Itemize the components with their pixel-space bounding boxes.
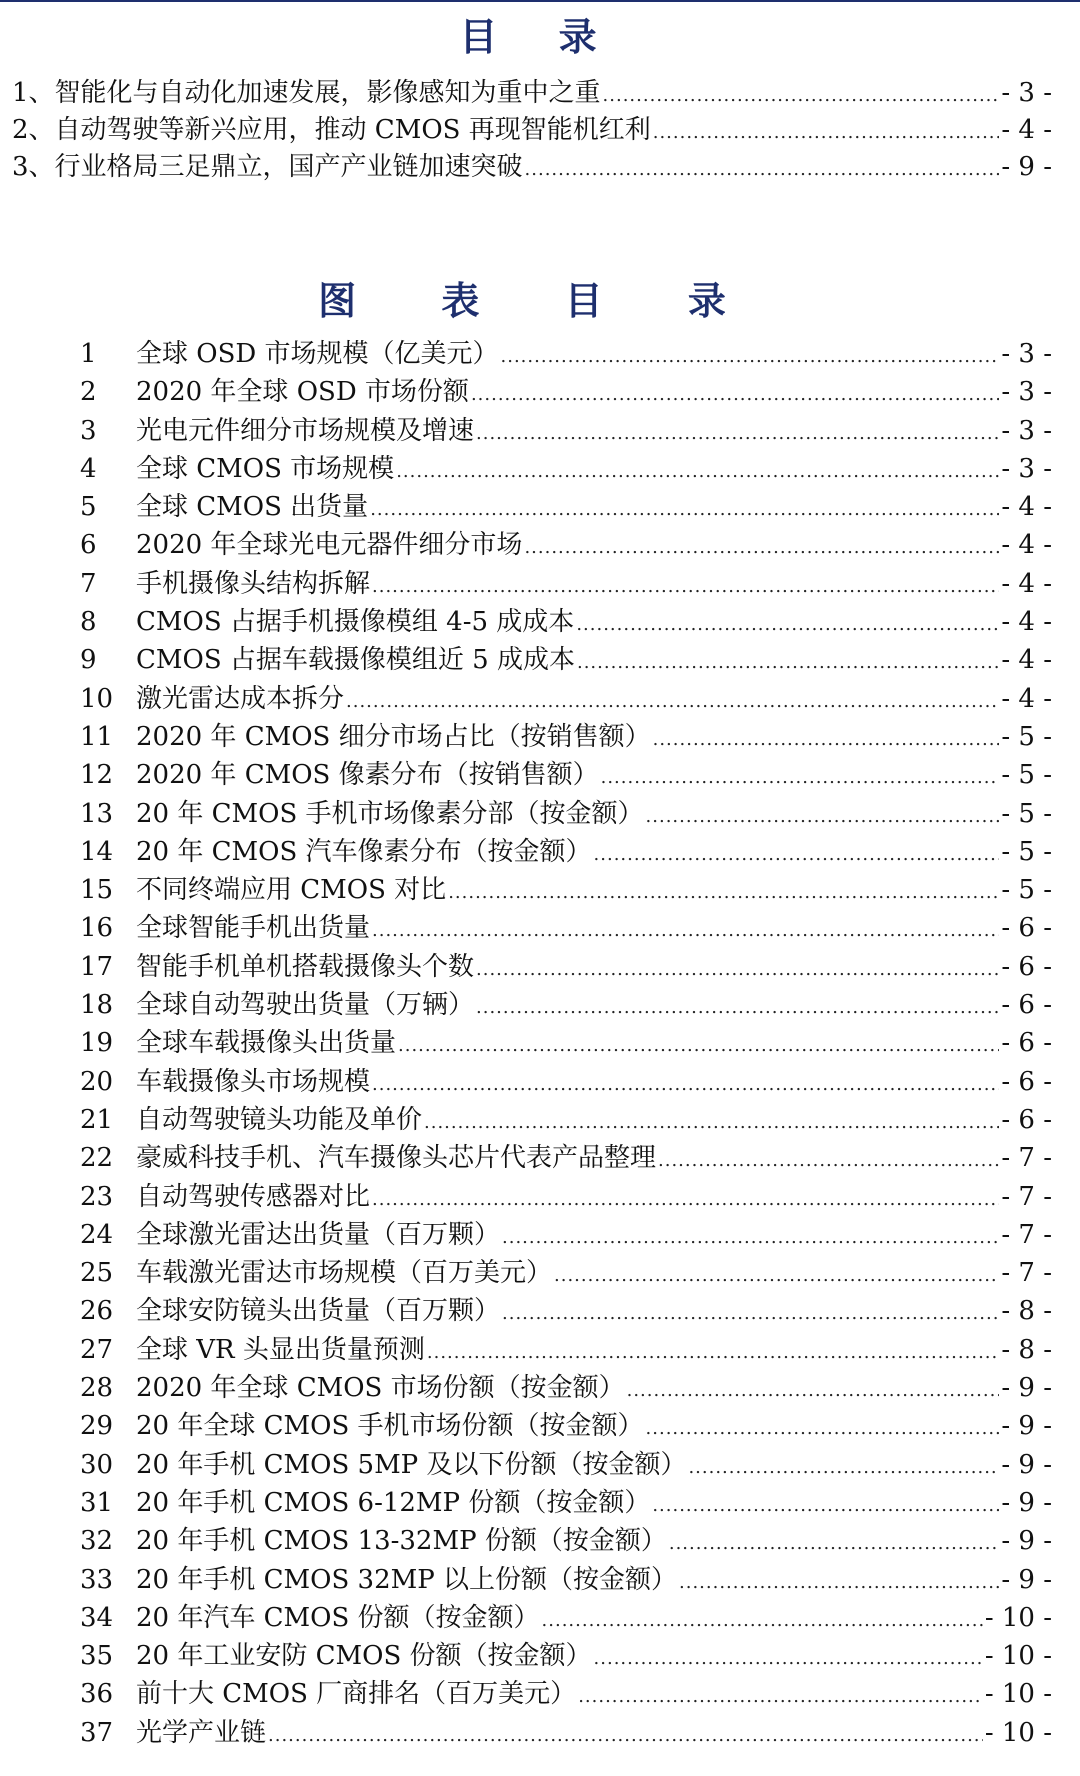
figure-entry-number: 18 [80,990,114,1021]
figure-entry-page: - 5 - [1001,760,1052,791]
figure-entry-title: 2020 年全球光电元器件细分市场 [136,530,523,561]
figure-entry-title: 全球 VR 头显出货量预测 [136,1334,425,1365]
figure-entry[interactable] [80,678,1052,716]
figure-entry-page: - 6 - [1001,1066,1052,1097]
figure-entry[interactable] [80,793,1052,831]
figure-entry-title: 不同终端应用 CMOS 对比 [136,875,447,906]
dot-leader [669,1533,999,1554]
figure-entry-page: - 7 - [1001,1258,1052,1289]
figure-entry-page: - 3 - [1001,415,1052,446]
figure-entry-number: 11 [80,721,114,752]
figure-entry[interactable] [80,946,1052,984]
figure-entry-page: - 3 - [1001,453,1052,484]
dot-leader [652,1495,999,1516]
figure-entry-number: 22 [80,1143,114,1174]
figure-entry-page: - 10 - [984,1602,1052,1633]
dot-leader [471,384,999,405]
figure-entry-title: 车载摄像头市场规模 [136,1066,371,1097]
figure-entry-number: 28 [80,1373,114,1404]
dot-leader [268,1725,983,1746]
figure-entry-number: 23 [80,1181,114,1212]
figure-entry-page: - 6 - [1001,990,1052,1021]
figure-entry-page: - 7 - [1001,1143,1052,1174]
figure-entry[interactable] [80,563,1052,601]
figure-entry[interactable] [80,333,1052,371]
toc-entry-page: - 9 - [1001,152,1052,182]
figure-entry-number: 5 [80,492,97,523]
dot-leader [370,499,999,520]
toc-entry-page: - 3 - [1001,78,1052,108]
figure-entry-title: 20 年手机 CMOS 5MP 及以下份额（按金额） [136,1449,687,1480]
figure-entry-number: 20 [80,1066,114,1097]
figure-entry-title: 光电元件细分市场规模及增速 [136,415,475,446]
figure-entry-page: - 8 - [1001,1296,1052,1327]
figure-entry[interactable] [80,1712,1052,1750]
figure-entry-page: - 6 - [1001,1104,1052,1135]
figure-index-heading: 图 表 目 录 [318,278,762,323]
dot-leader [601,767,1000,788]
dot-leader [594,1648,983,1669]
figure-entry-title: 20 年手机 CMOS 32MP 以上份额（按金额） [136,1564,677,1595]
figure-entry-page: - 4 - [1001,607,1052,638]
figure-entry-page: - 3 - [1001,377,1052,408]
toc-entry-label: 3、行业格局三足鼎立，国产产业链加速突破 [12,152,523,182]
top-rule [0,0,1080,2]
figure-entry-page: - 4 - [1001,683,1052,714]
figure-entry-number: 8 [80,607,97,638]
dot-leader [542,1610,983,1631]
figure-entry[interactable] [80,448,1052,486]
dot-leader [524,537,999,558]
toc-entry-page: - 4 - [1001,115,1052,145]
figure-entry-page: - 3 - [1001,339,1052,369]
figure-entry-number: 19 [80,1028,114,1059]
figure-entry-title: 自动驾驶镜头功能及单价 [136,1104,423,1135]
figure-entry-page: - 6 - [1001,951,1052,982]
dot-leader [679,1572,999,1593]
dot-leader [594,844,1000,865]
figure-entry[interactable] [80,1597,1052,1635]
dot-leader [627,1380,1000,1401]
figure-entry-number: 25 [80,1258,114,1289]
figure-entry-number: 15 [80,875,114,906]
figure-entry-number: 30 [80,1449,114,1480]
dot-leader [476,423,999,444]
dot-leader [427,1342,999,1363]
dot-leader [346,691,999,712]
figure-entry-number: 21 [80,1104,114,1135]
figure-entry[interactable] [80,1176,1052,1214]
figure-entry[interactable] [80,831,1052,869]
figure-entry[interactable] [80,1252,1052,1290]
figure-entry[interactable] [80,1673,1052,1711]
figure-entry-title: 全球智能手机出货量 [136,913,371,944]
figure-entry-number: 35 [80,1641,114,1672]
dot-leader [688,1457,999,1478]
dot-leader [658,1150,999,1171]
figure-entry-title: CMOS 占据车载摄像模组近 5 成成本 [136,645,575,676]
figure-entry[interactable] [80,1214,1052,1252]
toc-entry[interactable] [12,72,1052,109]
dot-leader [525,159,1000,180]
dot-leader [372,576,999,597]
figure-entry-number: 31 [80,1487,114,1518]
figure-entry[interactable] [80,1405,1052,1443]
figure-entry[interactable] [80,1099,1052,1137]
figure-entry-number: 26 [80,1296,114,1327]
figure-entry-title: 前十大 CMOS 厂商排名（百万美元） [136,1679,577,1710]
figure-entry-number: 1 [80,339,97,369]
figure-entry-number: 36 [80,1679,114,1710]
figure-entry-title: 20 年工业安防 CMOS 份额（按金额） [136,1641,592,1672]
figure-entry-number: 27 [80,1334,114,1365]
figure-entry-page: - 6 - [1001,1028,1052,1059]
dot-leader [372,920,999,941]
figure-entry-number: 10 [80,683,114,714]
figure-entry-title: 2020 年 CMOS 像素分布（按销售额） [136,760,599,791]
figure-entry[interactable] [80,869,1052,907]
figure-entry[interactable] [80,486,1052,524]
figure-entry-number: 24 [80,1219,114,1250]
figure-entry-title: 20 年手机 CMOS 13-32MP 份额（按金额） [136,1526,667,1557]
dot-leader [476,997,999,1018]
figure-entry-title: 全球激光雷达出货量（百万颗） [136,1219,501,1250]
figure-entry-number: 34 [80,1602,114,1633]
figure-entry-page: - 9 - [1001,1373,1052,1404]
figure-entry[interactable] [80,1061,1052,1099]
figure-entry-title: 全球安防镜头出货量（百万颗） [136,1296,501,1327]
figure-entry-number: 4 [80,453,97,484]
figure-entry[interactable] [80,716,1052,754]
figure-entry-page: - 9 - [1001,1411,1052,1442]
figure-entry[interactable] [80,1367,1052,1405]
figure-entry[interactable] [80,1290,1052,1328]
figure-entry[interactable] [80,410,1052,448]
figure-entry-number: 9 [80,645,97,676]
figure-entry-number: 29 [80,1411,114,1442]
figure-entry-title: 激光雷达成本拆分 [136,683,345,714]
figure-entry[interactable] [80,524,1052,562]
figure-entry-number: 12 [80,760,114,791]
dot-leader [372,1074,999,1095]
dot-leader [476,959,999,980]
dot-leader [502,1227,999,1248]
figure-entry[interactable] [80,1329,1052,1367]
figure-entry-number: 6 [80,530,97,561]
dot-leader [501,346,1000,367]
figure-entry-number: 3 [80,415,97,446]
figure-entry[interactable] [80,1444,1052,1482]
figure-entry-page: - 4 - [1001,568,1052,599]
toc-entry[interactable] [12,109,1052,146]
figure-entry-page: - 6 - [1001,913,1052,944]
figure-index-list [80,333,1052,1750]
figure-entry-title: 20 年汽车 CMOS 份额（按金额） [136,1602,540,1633]
toc-heading: 目 录 [459,14,621,59]
toc-entry-label: 2、自动驾驶等新兴应用，推动 CMOS 再现智能机红利 [12,115,651,145]
figure-entry-page: - 4 - [1001,492,1052,523]
figure-entry-page: - 5 - [1001,836,1052,867]
figure-entry-number: 7 [80,568,97,599]
toc-entry[interactable] [12,146,1052,183]
dot-leader [502,1303,999,1324]
dot-leader [424,1112,999,1133]
figure-entry-title: 20 年 CMOS 汽车像素分布（按金额） [136,836,592,867]
dot-leader [577,652,999,673]
figure-entry-number: 33 [80,1564,114,1595]
figure-entry-title: 全球 OSD 市场规模（亿美元） [136,339,499,369]
figure-entry[interactable] [80,601,1052,639]
dot-leader [653,122,1000,143]
dot-leader [372,1189,999,1210]
figure-entry-title: 豪威科技手机、汽车摄像头芯片代表产品整理 [136,1143,657,1174]
figure-entry[interactable] [80,1520,1052,1558]
figure-entry[interactable] [80,984,1052,1022]
figure-entry-page: - 7 - [1001,1219,1052,1250]
figure-entry-number: 17 [80,951,114,982]
dot-leader [646,1418,1000,1439]
dot-leader [603,85,1000,106]
figure-entry-number: 16 [80,913,114,944]
figure-entry[interactable] [80,1559,1052,1597]
figure-entry-page: - 8 - [1001,1334,1052,1365]
figure-entry-number: 32 [80,1526,114,1557]
figure-entry-page: - 9 - [1001,1526,1052,1557]
figure-entry-title: 全球车载摄像头出货量 [136,1028,397,1059]
figure-entry-page: - 9 - [1001,1487,1052,1518]
figure-entry-title: 手机摄像头结构拆解 [136,568,371,599]
figure-entry-page: - 10 - [984,1717,1052,1748]
figure-entry-page: - 5 - [1001,721,1052,752]
figure-entry-title: 2020 年 CMOS 细分市场占比（按销售额） [136,721,651,752]
dot-leader [578,1686,983,1707]
figure-entry-number: 14 [80,836,114,867]
dot-leader [576,614,999,635]
figure-entry-number: 37 [80,1717,114,1748]
figure-entry[interactable] [80,1482,1052,1520]
dot-leader [646,806,1000,827]
dot-leader [396,461,999,482]
dot-leader [554,1265,999,1286]
figure-entry[interactable] [80,1635,1052,1673]
figure-entry-page: - 10 - [984,1679,1052,1710]
figure-entry-title: 光学产业链 [136,1717,267,1748]
figure-entry-title: CMOS 占据手机摄像模组 4-5 成成本 [136,607,575,638]
figure-entry-title: 全球 CMOS 出货量 [136,492,369,523]
dot-leader [398,1035,999,1056]
figure-entry-title: 2020 年全球 OSD 市场份额 [136,377,469,408]
figure-entry-title: 20 年手机 CMOS 6-12MP 份额（按金额） [136,1487,651,1518]
figure-entry-title: 全球 CMOS 市场规模 [136,453,395,484]
figure-entry-page: - 4 - [1001,645,1052,676]
figure-entry[interactable] [80,907,1052,945]
figure-entry-number: 2 [80,377,97,408]
figure-entry-page: - 10 - [984,1641,1052,1672]
figure-entry[interactable] [80,754,1052,792]
figure-entry-page: - 5 - [1001,798,1052,829]
dot-leader [653,729,1000,750]
figure-entry-title: 20 年 CMOS 手机市场像素分部（按金额） [136,798,644,829]
figure-entry-title: 全球自动驾驶出货量（万辆） [136,990,475,1021]
dot-leader [448,882,999,903]
figure-entry-title: 20 年全球 CMOS 手机市场份额（按金额） [136,1411,644,1442]
figure-entry-number: 13 [80,798,114,829]
toc-entry-label: 1、智能化与自动化加速发展，影像感知为重中之重 [12,78,601,108]
figure-entry-page: - 4 - [1001,530,1052,561]
figure-entry[interactable] [80,1137,1052,1175]
figure-entry[interactable] [80,639,1052,677]
figure-entry-title: 自动驾驶传感器对比 [136,1181,371,1212]
figure-entry[interactable] [80,371,1052,409]
figure-entry-title: 车载激光雷达市场规模（百万美元） [136,1258,553,1289]
figure-entry-title: 2020 年全球 CMOS 市场份额（按金额） [136,1373,625,1404]
figure-entry-page: - 5 - [1001,875,1052,906]
figure-entry-page: - 9 - [1001,1449,1052,1480]
figure-entry-page: - 7 - [1001,1181,1052,1212]
toc-list [12,72,1052,183]
figure-entry-title: 智能手机单机搭载摄像头个数 [136,951,475,982]
figure-entry-page: - 9 - [1001,1564,1052,1595]
figure-entry[interactable] [80,1022,1052,1060]
